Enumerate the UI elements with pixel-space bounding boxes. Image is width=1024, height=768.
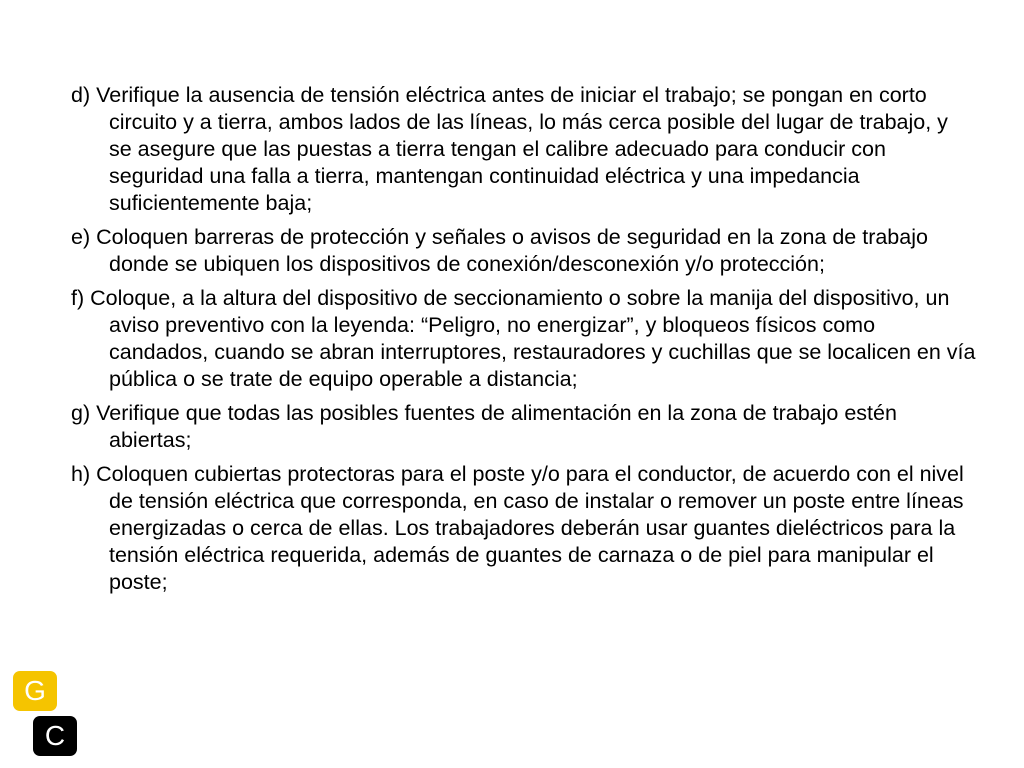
c-badge-icon[interactable]: C — [33, 716, 77, 756]
list-item-g: g) Verifique que todas las posibles fuentes de alimentación en la zona de trabajo estén abiertas; — [71, 401, 897, 452]
list-item-h: h) Coloquen cubiertas protectoras para el poste y/o para el conductor, de acuerdo con el nivel de tensión eléctrica que corresponda, en caso de instalar o remover un poste entre líneas energizadas o cerca de ellas. Los trabajadores deberán usar guantes dieléctricos para la tensión eléctrica requerida, además de guantes de carnaza o de piel para manipular el poste; — [71, 462, 964, 594]
list-item-e: e) Coloquen barreras de protección y señales o avisos de seguridad en la zona de trabajo donde se ubiquen los dispositivos de conexión/desconexión y/o protección; — [71, 225, 928, 276]
g-badge-icon[interactable]: G — [13, 671, 57, 711]
slide-body — [71, 82, 976, 603]
list-item-d: d) Verifique la ausencia de tensión eléctrica antes de iniciar el trabajo; se pongan en corto circuito y a tierra, ambos lados de las líneas, lo más cerca posible del lugar de trabajo, y se asegure que las puestas a tierra tengan el calibre adecuado para conducir con seguridad una falla a tierra, mantengan continuidad eléctrica y una impedancia suficientemente baja; — [71, 83, 948, 215]
list-item-f: f) Coloque, a la altura del dispositivo de seccionamiento o sobre la manija del dispositivo, un aviso preventivo con la leyenda: “Peligro, no energizar”, y bloqueos físicos como candados, cuando se abran interruptores, restauradores y cuchillas que se localicen en vía pública o se trate de equipo operable a distancia; — [71, 286, 976, 391]
